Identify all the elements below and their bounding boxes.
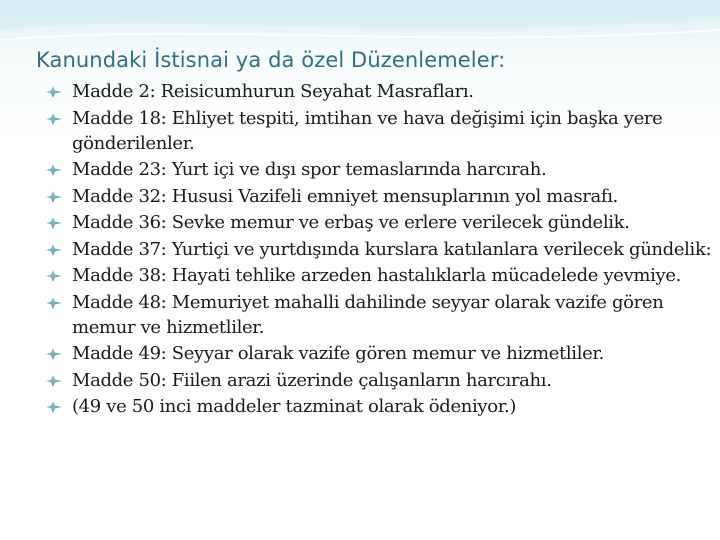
star-bullet-icon bbox=[45, 400, 63, 414]
list-item-label: Madde 37: Yurtiçi ve yurtdışında kurslara katılanlara verilecek gündelik: bbox=[72, 238, 712, 260]
slide-title: Kanundaki İstisnai ya da özel Düzenlemeler: bbox=[36, 48, 506, 72]
star-bullet-icon bbox=[45, 216, 63, 230]
star-bullet-icon bbox=[45, 85, 63, 99]
list-item-2 bbox=[42, 106, 712, 156]
star-bullet-icon bbox=[45, 112, 63, 126]
list-item-label: Madde 36: Sevke memur ve erbaş ve erlere verilecek gündelik. bbox=[72, 212, 630, 233]
list-item-1 bbox=[42, 79, 712, 104]
list-item-label: Madde 18: Ehliyet tespiti, imtihan ve hava değişimi için başka yere gönderilenler. bbox=[72, 107, 663, 154]
list-item-label: Madde 50: Fiilen arazi üzerinde çalışanların harcırahı. bbox=[72, 369, 552, 391]
list-item-label: (49 ve 50 inci maddeler tazminat olarak ödeniyor.) bbox=[72, 396, 517, 417]
star-bullet-icon bbox=[45, 269, 63, 283]
star-bullet-icon bbox=[45, 190, 63, 204]
star-bullet-icon bbox=[45, 296, 63, 310]
list-item-8 bbox=[42, 290, 712, 340]
list-item-label: Madde 32: Hususi Vazifeli emniyet mensuplarının yol masrafı. bbox=[72, 185, 619, 207]
list-item-9 bbox=[42, 341, 712, 366]
list-item-label: Madde 48: Memuriyet mahalli dahilinde seyyar olarak vazife gören memur ve hizmetliler. bbox=[72, 291, 664, 338]
star-bullet-icon bbox=[45, 374, 63, 388]
list-item-label: Madde 23: Yurt içi ve dışı spor temaslarında harcırah. bbox=[72, 159, 547, 180]
header-decoration bbox=[0, 0, 720, 48]
star-bullet-icon bbox=[45, 163, 63, 177]
list-item-11 bbox=[42, 394, 712, 419]
list-item-label: Madde 2: Reisicumhurun Seyahat Masrafları. bbox=[72, 81, 474, 102]
list-item-10 bbox=[42, 368, 712, 393]
list-item-label: Madde 49: Seyyar olarak vazife gören memur ve hizmetliler. bbox=[72, 343, 605, 364]
list-item-7 bbox=[42, 263, 712, 288]
list-item-5 bbox=[42, 210, 712, 235]
bullet-list bbox=[42, 79, 712, 421]
star-bullet-icon bbox=[45, 243, 63, 257]
list-item-4 bbox=[42, 184, 712, 209]
list-item-6 bbox=[42, 237, 712, 262]
list-item-3 bbox=[42, 157, 712, 182]
list-item-label: Madde 38: Hayati tehlike arzeden hastalıklarla mücadelede yevmiye. bbox=[72, 265, 682, 286]
star-bullet-icon bbox=[45, 347, 63, 361]
